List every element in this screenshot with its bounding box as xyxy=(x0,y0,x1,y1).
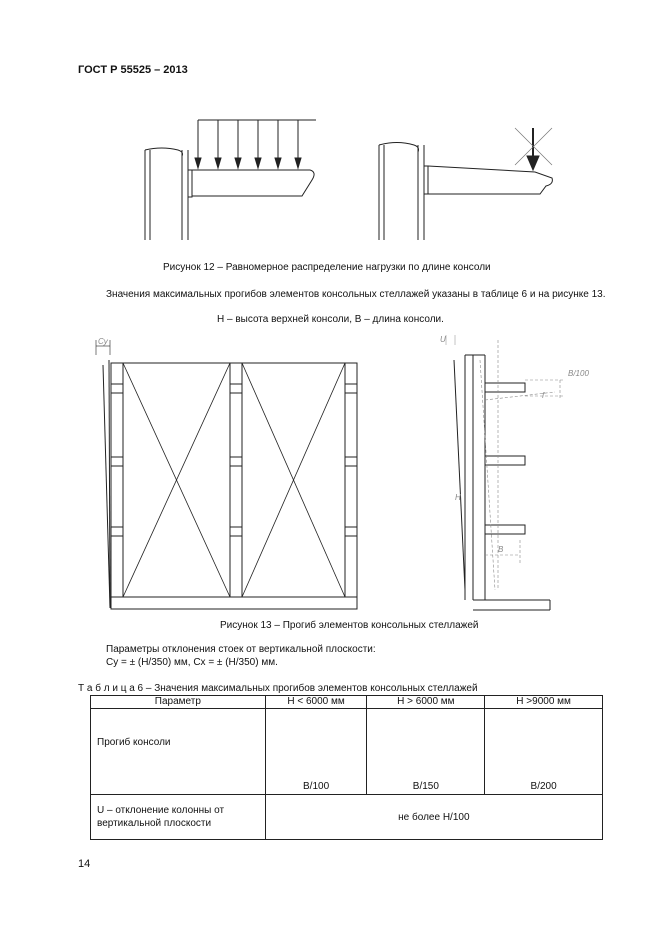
figure-13-side-deflected-column xyxy=(446,335,465,590)
figure-13-consoles xyxy=(485,383,525,534)
table-cell-label xyxy=(91,795,266,840)
document-header: ГОСТ Р 55525 – 2013 xyxy=(78,64,188,76)
cy-label: Cy xyxy=(98,337,108,346)
paragraph-text: Значения максимальных прогибов элементов консольных стеллажей указаны в таблице 6 и на рисунке 13. xyxy=(106,289,606,300)
params-formula: Cy = ± (H/350) мм, Cx = ± (H/350) мм. xyxy=(106,657,278,668)
table-header-cell: H > 6000 мм xyxy=(367,696,485,709)
page-number: 14 xyxy=(78,858,91,870)
table-header-cell: H >9000 мм xyxy=(485,696,603,709)
b-label: B xyxy=(498,545,504,554)
label-line: вертикальной плоскости xyxy=(97,818,212,829)
table-cell: не более H/100 xyxy=(265,795,602,840)
table-row xyxy=(91,709,603,795)
table-cell: B/150 xyxy=(367,709,485,795)
figure-13-caption: Рисунок 13 – Прогиб элементов консольных стеллажей xyxy=(220,620,479,631)
table-cell-label: Прогиб консоли xyxy=(91,709,266,795)
ux-label: U xyxy=(440,335,446,344)
table-cell: B/200 xyxy=(485,709,603,795)
label-line: U – отклонение колонны от xyxy=(97,805,225,816)
params-intro: Параметры отклонения стоек от вертикальной плоскости: xyxy=(106,644,376,655)
table-6 xyxy=(90,695,603,840)
paragraph-definitions: Н – высота верхней консоли, В – длина консоли. xyxy=(217,314,444,325)
table-header-cell: H < 6000 мм xyxy=(265,696,367,709)
figure-13-deflection-line xyxy=(96,340,110,608)
table-row xyxy=(91,795,603,840)
f-label: f xyxy=(542,391,545,400)
figure-13-rack-frame xyxy=(111,363,357,609)
h-label: H xyxy=(455,493,461,502)
table-header-row xyxy=(91,696,603,709)
table-6-title: Т а б л и ц а 6 – Значения максимальных прогибов элементов консольных стеллажей xyxy=(78,683,478,694)
table-cell: B/100 xyxy=(265,709,367,795)
table-header-cell: Параметр xyxy=(91,696,266,709)
figure-13-side-column xyxy=(465,355,550,610)
figure-12-caption: Рисунок 12 – Равномерное распределение нагрузки по длине консоли xyxy=(163,262,491,273)
b-over-100-label: B/100 xyxy=(568,369,589,378)
